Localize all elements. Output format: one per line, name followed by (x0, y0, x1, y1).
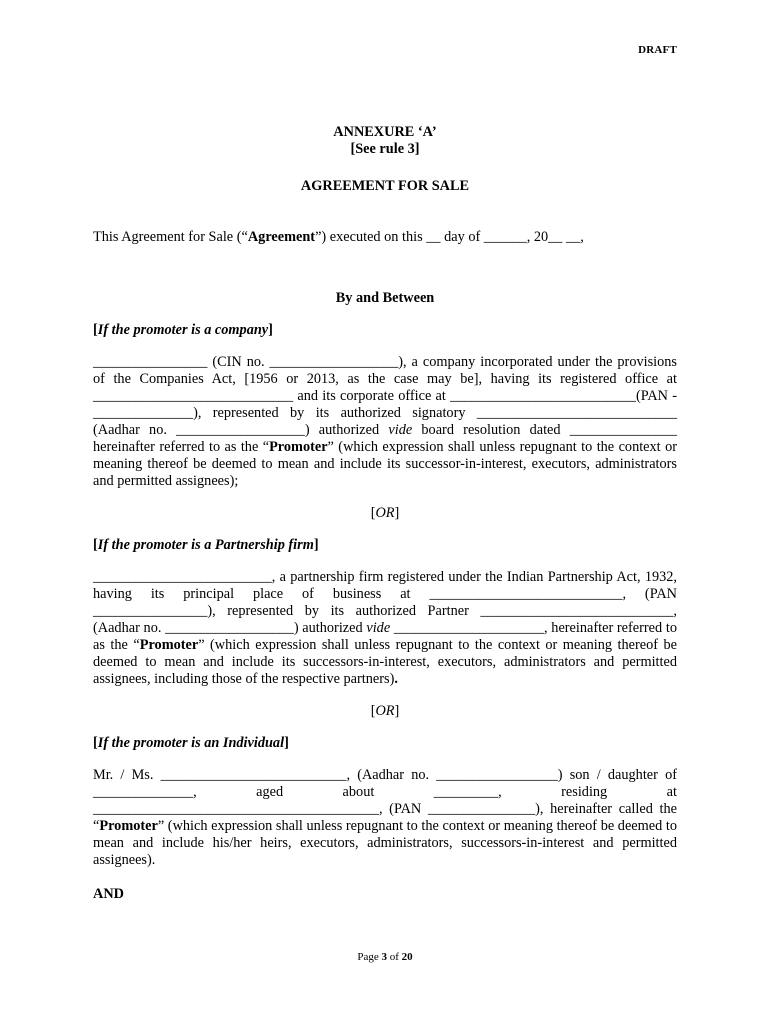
footer-page-word: Page (357, 951, 379, 963)
company-condition-heading (93, 322, 677, 339)
individual-paragraph (93, 767, 677, 869)
partnership-condition-close: ] (313, 537, 319, 553)
intro-pre: This Agreement for Sale (“ (93, 229, 248, 245)
company-para-vide: vide (388, 422, 413, 438)
and-heading: AND (93, 886, 124, 902)
footer-page-total: 20 (401, 951, 413, 963)
individual-condition-text: If the promoter is an Individual (97, 735, 285, 751)
partnership-para-b: _____________________, hereinafter referred to as the “ (93, 620, 677, 653)
intro-defined-term: Agreement (247, 229, 316, 245)
document-body (93, 124, 677, 903)
footer-of-word: of (389, 951, 399, 963)
partnership-para-vide: vide (366, 620, 391, 636)
partnership-para-c: ” (which expression shall unless repugnant to the context or meaning thereof be deemed to mean and include its successors-in-interest, executors, administrators and permitted assignees, including those of the respective partners) (93, 637, 678, 687)
partnership-para-a: _________________________, a partnership firm registered under the Indian Partnership Act, 1932, having its principal place of business at ___________________________, (PAN ________________), represented by its authorized Partner ___________________________, (Aadhar no. __________________) authorized (93, 569, 677, 636)
individual-condition-heading (93, 735, 677, 752)
or-2-text: OR (375, 703, 395, 719)
company-condition-open: [ (93, 322, 98, 338)
individual-condition-close: ] (284, 735, 289, 751)
or-2-open: [ (370, 703, 376, 719)
individual-promoter-term: Promoter (99, 818, 158, 834)
or-separator-1 (93, 505, 677, 522)
agreement-title: AGREEMENT FOR SALE (300, 178, 470, 194)
individual-para-b: ” (which expression shall unless repugnant to the context or meaning thereof be deemed to mean and include his/her heirs, executors, administrators, successors-in-interest and permitted assignees). (93, 818, 677, 868)
individual-para-a: Mr. / Ms. __________________________, (Aadhar no. _________________) son / daughter of ______________, aged about _________, residing at ________________________________________, (PAN _______________), hereinafter called the “ (93, 767, 677, 834)
company-paragraph (93, 354, 677, 490)
partnership-condition-open: [ (93, 537, 98, 553)
company-para-c: ” (which expression shall unless repugnant to the context or meaning thereof be deemed to mean and include its successor-in-interest, executors, administrators and permitted assignees); (93, 439, 677, 489)
company-para-b: board resolution dated _______________ hereinafter referred to as the “ (93, 422, 677, 455)
annexure-heading: ANNEXURE ‘A’ (333, 124, 437, 140)
company-promoter-term: Promoter (269, 439, 328, 455)
or-2-close: ] (394, 703, 400, 719)
by-and-between-heading: By and Between (335, 290, 435, 306)
draft-label: DRAFT (638, 44, 677, 56)
company-condition-text: If the promoter is a company (97, 322, 269, 338)
partnership-promoter-term: Promoter (139, 637, 199, 653)
footer-page-number: 3 (381, 951, 387, 963)
company-condition-close: ] (268, 322, 273, 338)
partnership-paragraph (93, 569, 677, 688)
or-1-close: ] (394, 505, 400, 521)
company-para-a: ________________ (CIN no. __________________), a company incorporated under the provisions of the Companies Act, [1956 or 2013, as the case may be], having its registered office at ____________________________ and its corporate office at __________________________(PAN -______________), represented by its authorized signatory ____________________________ (Aadhar no. __________________) authorized (93, 354, 677, 438)
or-1-text: OR (375, 505, 395, 521)
partnership-condition-text: If the promoter is a Partnership firm (97, 537, 314, 553)
partnership-condition-heading (93, 537, 677, 554)
page-footer (0, 951, 770, 963)
partnership-para-end: . (394, 671, 398, 687)
intro-post: ”) executed on this __ day of ______, 20__ __, (315, 229, 584, 245)
individual-condition-open: [ (93, 735, 98, 751)
or-separator-2 (93, 703, 677, 720)
rule-reference: [See rule 3] (350, 141, 420, 157)
or-1-open: [ (370, 505, 376, 521)
intro-paragraph (93, 229, 677, 246)
